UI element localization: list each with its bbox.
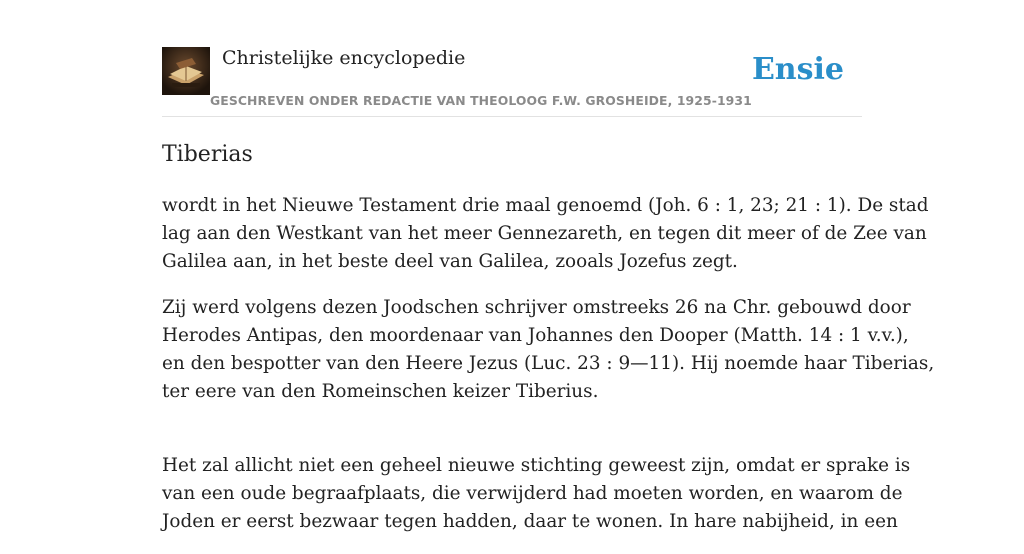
paragraph-line: Zij werd volgens dezen Joodschen schrijver omstreeks 26 na Chr. gebouwd door (162, 297, 911, 318)
paragraph-line: Het zal allicht niet een geheel nieuwe stichting geweest zijn, omdat er sprake is (162, 455, 911, 476)
article-paragraph (162, 294, 935, 406)
brand-logo[interactable]: Ensie (751, 52, 844, 87)
site-header (162, 46, 862, 117)
paragraph-line: Joden er eerst bezwaar tegen hadden, daar te wonen. In hare nabijheid, in een (162, 511, 898, 532)
site-name[interactable]: Christelijke encyclopedie (222, 47, 466, 69)
article-paragraph (162, 452, 911, 536)
paragraph-line: ter eere van den Romeinschen keizer Tiberius. (162, 381, 599, 402)
site-tagline: GESCHREVEN ONDER REDACTIE VAN THEOLOOG F.W. GROSHEIDE, 1925-1931 (210, 93, 752, 108)
paragraph-gap (162, 424, 866, 452)
paragraph-line: wordt in het Nieuwe Testament drie maal genoemd (Joh. 6 : 1, 23; 21 : 1). De stad (162, 195, 929, 216)
encyclopedia-avatar[interactable] (162, 47, 210, 95)
book-photo-icon (162, 47, 210, 95)
paragraph-line: Herodes Antipas, den moordenaar van Johannes den Dooper (Matth. 14 : 1 v.v.), (162, 325, 909, 346)
paragraph-line: van een oude begraafplaats, die verwijderd had moeten worden, en waarom de (162, 483, 903, 504)
article-paragraph (162, 192, 929, 276)
article-body (162, 192, 935, 554)
paragraph-line: lag aan den Westkant van het meer Gennezareth, en tegen dit meer of de Zee van (162, 223, 927, 244)
paragraph-line: Galilea aan, in het beste deel van Galilea, zooals Jozefus zegt. (162, 251, 738, 272)
paragraph-line: en den bespotter van den Heere Jezus (Luc. 23 : 9—11). Hij noemde haar Tiberias, (162, 353, 935, 374)
article-title: Tiberias (162, 142, 253, 167)
